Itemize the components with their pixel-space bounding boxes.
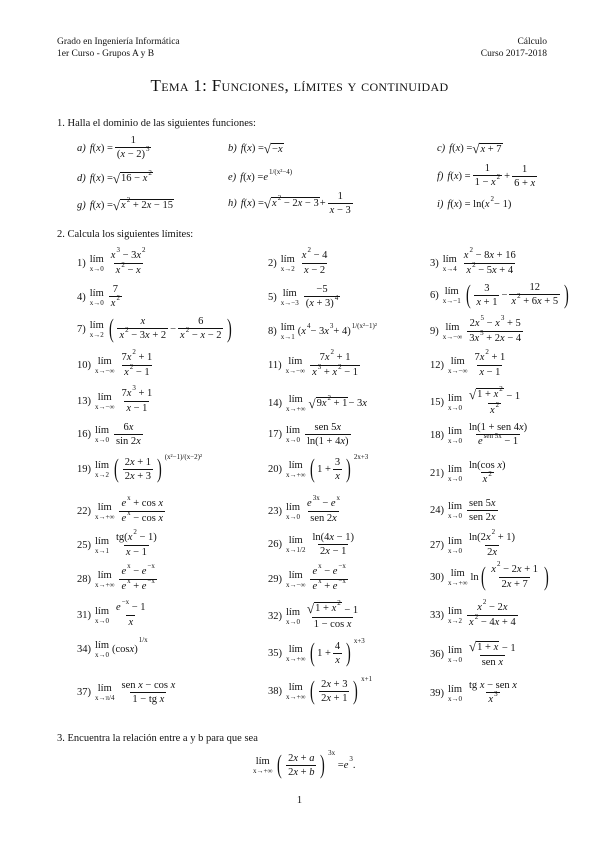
limit-number: 39) <box>430 687 444 699</box>
limit-33: 33) lím x→2 $\frac{x^2 - 2x}{x^2 - 4x + 4}$ <box>430 598 516 628</box>
domain-c: c) f ( x ) = √ x + 7 <box>437 141 502 156</box>
limit-35: 35) lím x→+∞ ( 1 + $\frac{4}{x}$ ) x+3 <box>268 637 365 667</box>
limit-number: 8) <box>268 326 277 337</box>
limit-1: 1) lím x→0 $\frac{x^3 - 3x^2}{x^2 - x}$ <box>77 246 146 276</box>
limit-39: 39) lím x→0 $\frac{\text{tg x − sen x}}{x^3}$ <box>430 680 517 705</box>
limit-10: 10) lím x→−∞ $\frac{7x^2 + 1}{x^2 - 1}$ <box>77 348 153 378</box>
limit-36: 36) lím x→0 √ 1 + x − 1 sen x <box>430 639 516 668</box>
limit-number: 22) <box>77 506 91 517</box>
limit-number: 38) <box>268 685 282 697</box>
limit-6: 6) lím x→−1 ( $\frac{3}{x + 1}$ − $\frac{12}{x^2 + 6x + 5}$ ) <box>430 280 569 309</box>
limit-8: 8) lím x→1 ( x 4 − 3 x 3 + 4) 1/(x²−1)² <box>268 321 377 341</box>
label-a: a) <box>77 142 86 154</box>
limit-38: 38) lím x→+∞ ( $\frac{2x + 3}{2x + 1}$ ) x+1 <box>268 675 373 705</box>
limit-23: 23) lím x→0 $\frac{e^{3x} - e^x}{\text{sen 2x}}$ <box>268 494 341 524</box>
academic-year: Curso 2017-2018 <box>480 49 547 59</box>
limit-14: 14) lím x→+∞ √ $9x^2 + 1$ − 3 x <box>268 394 367 413</box>
limit-25: 25) lím x→1 $\frac{tg(x^2 - 1)}{x - 1}$ <box>77 528 157 558</box>
limit-number: 14) <box>268 398 282 409</box>
exercise-3-equation: lím x→+∞ ( $\frac{2x + a}{2x + b}$ ) 3x = e 3 . <box>253 749 356 779</box>
limit-number: 21) <box>430 467 444 479</box>
limit-16: 16) lím x→0 $\frac{6x}{\sin 2x}$ <box>77 422 141 447</box>
course-group: 1er Curso - Grupos A y B <box>57 49 155 59</box>
limit-number: 11) <box>268 360 282 371</box>
limit-number: 25) <box>77 539 91 551</box>
limit-number: 2) <box>268 257 277 269</box>
limit-15: 15) lím x→0 √ $1 + x^2$ − 1 $x^2$ <box>430 385 521 416</box>
label-g: g) <box>77 200 86 211</box>
limit-number: 5) <box>268 291 277 303</box>
domain-e: e) f ( x ) = e 1/(x²−4) <box>228 167 293 183</box>
limit-number: 7) <box>77 323 86 335</box>
limit-34: 34) lím x→0 (cos x ) 1/x <box>77 635 148 659</box>
limit-number: 34) <box>77 644 91 655</box>
limit-11: 11) lím x→−∞ $\frac{7x^2 + 1}{x^3 + x^2 - 1}$ <box>268 348 358 378</box>
exercise-3-statement: 3. Encuentra la relación entre a y b para que sea <box>57 733 258 744</box>
limit-number: 24) <box>430 505 444 516</box>
limit-19: 19) lím x→2 ( $\frac{2x + 1}{2x + 3}$ ) (x²−1)/(x−2)² <box>77 453 203 483</box>
limit-31: 31) lím x→0 $\frac{e^{-x} - 1}{x}$ <box>77 598 146 628</box>
limit-3: 3) lím x→4 $\frac{x^2 - 8x + 16}{x^2 - 5x + 4}$ <box>430 246 516 276</box>
limit-number: 9) <box>430 326 439 337</box>
limit-13: 13) lím x→−∞ $\frac{7x^3 + 1}{x - 1}$ <box>77 384 153 414</box>
limit-26: 26) lím x→1/2 $\frac{\ln(4x - 1)}{2x - 1}$ <box>268 532 354 557</box>
limit-number: 35) <box>268 647 282 659</box>
limit-29: 29) lím x→−∞ $\frac{e^x - e^{-x}}{e^x + e^{-x}}$ <box>268 562 346 592</box>
label-c: c) <box>437 143 446 154</box>
label-b: b) <box>228 143 237 154</box>
course-name: Grado en Ingeniería Informática <box>57 37 180 47</box>
limit-number: 29) <box>268 574 282 585</box>
limit-number: 19) <box>77 463 91 475</box>
limit-32: 32) lím x→0 √ $1 + x^2$ − 1 1 − cos x <box>268 599 359 630</box>
domain-h: h) f ( x ) = √ $x^2 - 2x - 3$ + $\frac{1}{x - 3}$ <box>228 191 351 216</box>
exercise-2-statement: 2. Calcula los siguientes límites: <box>57 229 194 240</box>
limit-number: 4) <box>77 291 86 303</box>
subject-name: Cálculo <box>517 37 547 47</box>
limit-20: 20) lím x→+∞ ( 1 + $\frac{3}{x}$ ) 2x+3 <box>268 453 369 483</box>
limit-number: 15) <box>430 397 444 408</box>
page-title: Tema 1: Funciones, límites y continuidad <box>150 76 449 95</box>
limit-number: 31) <box>77 609 91 621</box>
limit-number: 30) <box>430 571 444 583</box>
limit-22: 22) lím x→+∞ $\frac{e^x + \cos x}{e^x - \cos x}$ <box>77 494 164 524</box>
limit-number: 37) <box>77 687 91 698</box>
limit-number: 12) <box>430 359 444 371</box>
limit-21: 21) lím x→0 $\frac{\text{ln(cos x)}}{x^2}$ <box>430 460 506 485</box>
limit-2: 2) lím x→2 $\frac{x^2 - 4}{x - 2}$ <box>268 246 328 276</box>
limit-24: 24) lím x→0 $\frac{\text{sen 5x}}{\text{sen 2x}}$ <box>430 498 496 523</box>
limit-18: 18) lím x→0 $\frac{\text{ln(1 + sen 4x)}}{e^{sen 5x} - 1}$ <box>430 422 528 447</box>
limit-number: 33) <box>430 610 444 621</box>
limit-28: 28) lím x→+∞ $\frac{e^x - e^{-x}}{e^x + e^{-x}}$ <box>77 562 155 592</box>
limit-5: 5) lím x→−3 $\frac{-5}{(x + 3)^4}$ <box>268 284 339 309</box>
domain-i: i) f ( x ) = ln( x 2 − 1) <box>437 194 512 210</box>
domain-a: a) f ( x ) = $\frac{1}{(x - 2)^3}$ <box>77 135 150 160</box>
page-number: 1 <box>296 795 303 806</box>
label-d: d) <box>77 173 86 184</box>
limit-12: 12) lím x→−∞ $\frac{7x^2 + 1}{x - 1}$ <box>430 348 506 378</box>
domain-b: b) f ( x ) = √ −x <box>228 141 283 156</box>
limit-number: 27) <box>430 539 444 551</box>
label-e: e) <box>228 172 237 183</box>
label-i: i) <box>437 199 444 210</box>
limit-number: 1) <box>77 258 86 269</box>
limit-number: 23) <box>268 505 282 517</box>
limit-number: 17) <box>268 429 282 440</box>
label-f: f) <box>437 170 444 182</box>
limit-17: 17) lím x→0 $\frac{\text{sen 5x}}{\ln(1 + 4x)}$ <box>268 422 349 447</box>
limit-27: 27) lím x→0 $\frac{\ln(2x^2 + 1)}{2x}$ <box>430 528 516 558</box>
limit-number: 36) <box>430 648 444 660</box>
limit-number: 13) <box>77 395 91 407</box>
limit-30: 30) lím x→+∞ ln ( $\frac{x^2 - 2x + 1}{2x + 7}$ ) <box>430 560 549 591</box>
limit-4: 4) lím x→0 $\frac{7}{x^2}$ <box>77 284 120 309</box>
limit-number: 26) <box>268 539 282 550</box>
limit-number: 32) <box>268 610 282 622</box>
domain-f: f) f ( x ) = $\frac{1}{1 - x^2}$ + $\frac{1}{6 + x}$ <box>437 163 536 189</box>
limit-number: 10) <box>77 360 91 371</box>
label-h: h) <box>228 198 237 209</box>
domain-d: d) f ( x ) = √ $16 - x^2$ <box>77 169 152 186</box>
limit-number: 28) <box>77 574 91 585</box>
limit-9: 9) lím x→−∞ $\frac{2x^5 - x^3 + 5}{3x^5 + 2x - 4}$ <box>430 314 522 344</box>
limit-number: 16) <box>77 429 91 440</box>
limit-number: 20) <box>268 463 282 475</box>
limit-number: 3) <box>430 258 439 269</box>
limit-37: 37) lím x→π/4 $\frac{\text{sen x − cos x}}{\text{1 − tg x}}$ <box>77 680 176 705</box>
limit-number: 6) <box>430 289 439 301</box>
domain-g: g) f ( x ) = √ $x^2 + 2x - 15$ <box>77 196 173 213</box>
limit-7: 7) lím x→2 ( $\frac{x}{x^2 - 3x + 2}$ − $\frac{6}{x^2 - x - 2}$ ) <box>77 314 233 343</box>
exercise-1-statement: 1. Halla el dominio de las siguientes funciones: <box>57 118 256 129</box>
limit-number: 18) <box>430 429 444 441</box>
